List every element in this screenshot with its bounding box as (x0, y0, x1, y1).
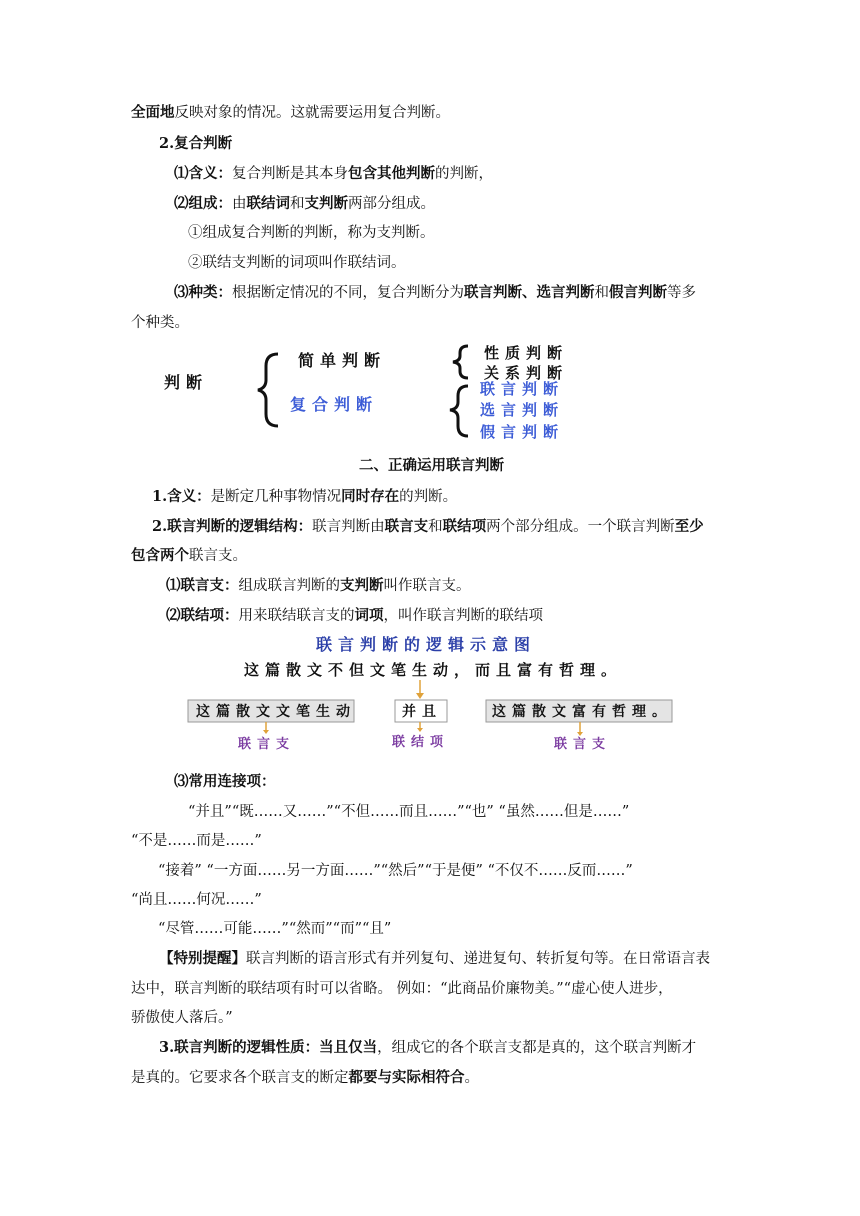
label: ⑵组成： (174, 195, 232, 212)
bold-text: 3.联言判断的逻辑性质：当且仅当 (159, 1039, 378, 1056)
bold-text: 假言判断 (609, 284, 667, 301)
bold-text: 联言判断、选言判断 (464, 284, 595, 301)
simple-judgement-label: 简单判断 (298, 351, 387, 370)
text: 。 (464, 1070, 479, 1086)
relation-judgement-label: 关系判断 (484, 364, 569, 382)
conjunct-label-1: 联言支 (238, 737, 296, 752)
hypothetical-judgement-label: 假言判断 (480, 423, 565, 441)
tip-line-2: 达中，联言判断的联结项有时可以省略。 例如：“此商品价廉物美。”“虚心使人进步， (131, 981, 673, 997)
text: 等多 (667, 285, 696, 301)
text: 组成联言判断的 (238, 578, 340, 594)
bold-text: 支判断 (304, 195, 348, 212)
bold-text: 都要与实际相符合 (348, 1069, 465, 1086)
definition-line (152, 487, 457, 507)
text: ，叫作联言判断的联结项 (383, 608, 543, 624)
label: ⑵联结项： (166, 607, 239, 624)
text: 由 (232, 196, 247, 212)
example-sentence: 这篇散文不但文笔生动，而且富有哲理。 (244, 661, 623, 679)
text: 是断定几种事物情况 (210, 489, 342, 505)
conjunctive-judgement-label: 联言判断 (480, 380, 565, 398)
connective-box-text: 并且 (402, 704, 442, 720)
sub-item-2: ②联结支判断的词项叫作联结词。 (188, 255, 406, 271)
structure-line (152, 517, 704, 537)
text: 的判断， (435, 166, 493, 182)
text: 根据断定情况的不同，复合判断分为 (232, 285, 464, 301)
center-arrow-head (416, 693, 424, 699)
bold-text: 词项 (354, 607, 384, 624)
quality-judgement-label: 性质判断 (484, 344, 569, 362)
brace-compound-icon (450, 386, 468, 436)
compound-judgement-label: 复合判断 (290, 395, 379, 414)
connectives-line-3: “接着” “一方面……另一方面……”“然后”“于是便” “不仅不……反而……” (158, 863, 633, 879)
conjunct-line (166, 576, 471, 596)
section-title (359, 456, 504, 476)
sub-item-1: ①组成复合判断的判断，称为支判断。 (188, 225, 435, 241)
text: 的判断。 (399, 489, 458, 505)
bold-text: 联结词 (246, 195, 290, 212)
text: 联言判断的语言形式有并列复句、递进复句、转折复句等。在日常语言表 (246, 951, 710, 967)
heading-compound (159, 134, 232, 154)
bold-text: 包含两个 (131, 547, 189, 564)
label: ⑶种类： (174, 284, 232, 301)
text: 叫作联言支。 (383, 578, 471, 594)
connectives-line-1: “并且”“既……又……”“不但……而且……”“也” “虽然……但是……” (188, 804, 630, 820)
bold-text: 包含其他判断 (348, 165, 435, 182)
heading-text: 2.复合判断 (159, 135, 233, 152)
text: 两个部分组成。一个联言判断 (486, 519, 675, 535)
label: ⑶常用连接项： (174, 773, 276, 790)
label: ⑴联言支： (166, 577, 239, 594)
text: 和 (290, 196, 305, 212)
text: 是真的。它要求各个联言支的断定 (131, 1070, 349, 1086)
text: 两部分组成。 (348, 196, 435, 212)
bold-text: 全面地 (131, 104, 175, 121)
bold-text: 同时存在 (341, 488, 400, 505)
label: ⑴含义： (174, 165, 232, 182)
disjunctive-judgement-label: 选言判断 (480, 401, 565, 419)
conjunct-label-2: 联言支 (554, 737, 612, 752)
property-line-1 (159, 1038, 696, 1058)
property-line-2 (131, 1068, 479, 1088)
connective-label: 联结项 (392, 735, 450, 750)
kinds-line (174, 283, 696, 303)
text: ，组成它的各个联言支都是真的，这个联言判断才 (377, 1040, 697, 1056)
meaning-line (174, 164, 493, 184)
conjunctive-logic-diagram (180, 630, 680, 760)
intro-line (131, 103, 450, 123)
tip-line-1 (159, 949, 710, 969)
text: 反映对象的情况。这就需要运用复合判断。 (174, 105, 450, 121)
bold-text: 联言支 (384, 518, 429, 535)
text: 联言判断由 (312, 519, 385, 535)
label: 2.联言判断的逻辑结构： (152, 518, 313, 535)
diagram-title: 联言判断的逻辑示意图 (316, 635, 537, 654)
kinds-line-2: 个种类。 (131, 315, 189, 331)
connectives-line-2: “不是……而是……” (131, 833, 262, 849)
conjunct-box-1-text: 这篇散文文笔生动 (196, 704, 356, 720)
bold-text: 至少 (674, 518, 704, 535)
judgement-classification-diagram (150, 336, 630, 446)
conjunct-box-2-text: 这篇散文富有哲理。 (492, 704, 672, 720)
bold-text: 联结项 (442, 518, 487, 535)
structure-line-2 (131, 546, 247, 566)
section-title-text: 二、正确运用联言判断 (359, 457, 504, 474)
composition-line (174, 194, 435, 214)
common-connectives-heading (174, 772, 276, 792)
connectives-line-5: “尽管……可能……”“然而”“而”“且” (158, 921, 392, 937)
text: 复合判断是其本身 (232, 166, 348, 182)
label: 1.含义： (152, 488, 211, 505)
text: 和 (428, 519, 443, 535)
brace-simple-icon (453, 346, 468, 378)
text: 联言支。 (189, 548, 247, 564)
arrow-2-head (417, 728, 423, 732)
text: 和 (594, 285, 609, 301)
brace-root-icon (258, 354, 278, 426)
root-label: 判断 (164, 373, 209, 392)
bold-text: 支判断 (340, 577, 384, 594)
tip-label: 【特别提醒】 (159, 950, 246, 967)
text: 用来联结联言支的 (238, 608, 355, 624)
arrow-3-head (577, 732, 583, 736)
tip-line-3: 骄傲使人落后。” (131, 1010, 233, 1026)
connective-line (166, 606, 543, 626)
connectives-line-4: “尚且……何况……” (131, 892, 262, 908)
arrow-1-head (263, 730, 269, 734)
